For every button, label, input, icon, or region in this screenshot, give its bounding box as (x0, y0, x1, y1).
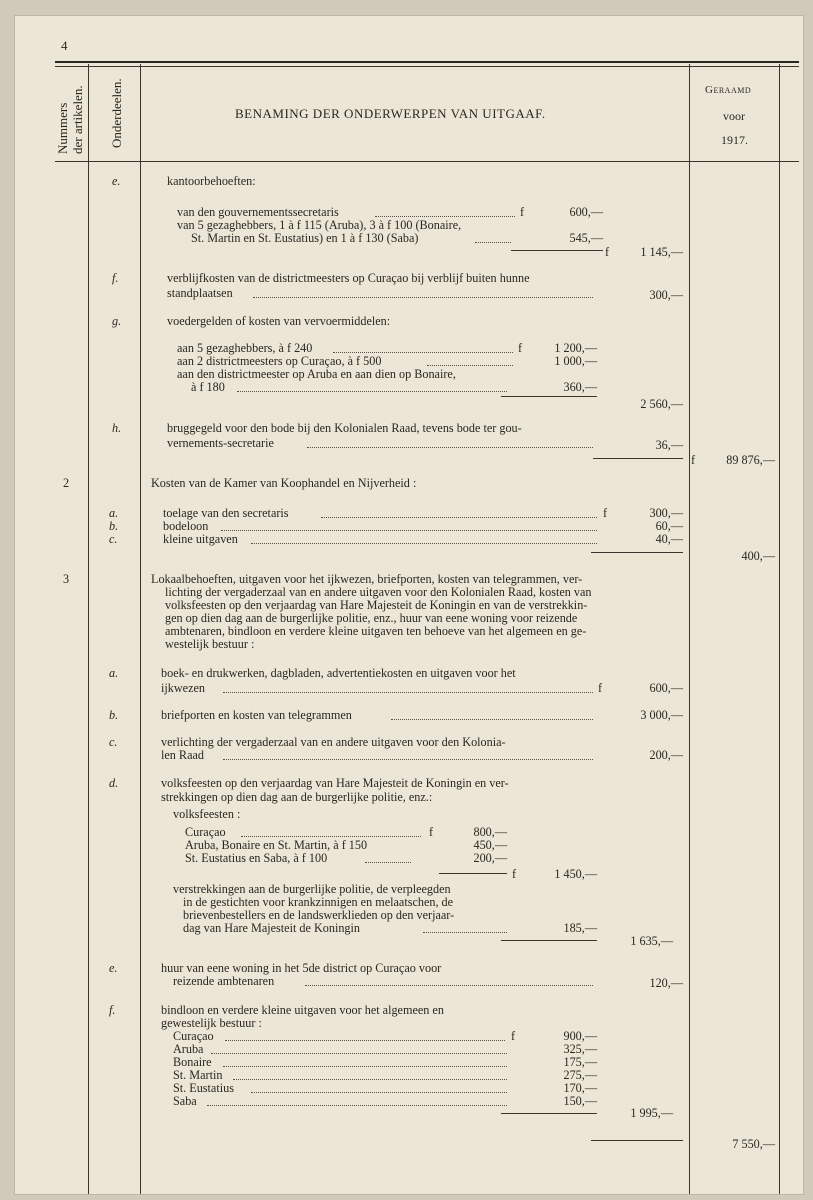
line-text: strekkingen op dien dag aan de burgerlijke politie, enz.: (161, 790, 433, 804)
item-letter: c. (109, 532, 118, 546)
line-text: len Raad (161, 748, 204, 762)
column-divider (140, 64, 141, 1194)
amount: 300,— (649, 506, 683, 520)
leader-dots (251, 543, 597, 544)
amount: 175,— (563, 1055, 597, 1069)
leader-dots (251, 1092, 507, 1093)
item-letter: a. (109, 506, 119, 520)
line-text: ijkwezen (161, 681, 205, 695)
line-text: à f 180 (191, 380, 225, 394)
currency-f: f (603, 506, 608, 520)
item-letter: d. (109, 776, 119, 790)
leader-dots (333, 352, 513, 353)
amount: 3 000,— (640, 708, 683, 722)
item-letter: b. (109, 708, 119, 722)
top-rule (55, 61, 799, 63)
amount: 1 200,— (554, 341, 597, 355)
article-number: 2 (63, 476, 70, 490)
amount: 170,— (563, 1081, 597, 1095)
amount: 120,— (649, 976, 683, 990)
line-text: verstrekkingen aan de burgerlijke politie, de verpleegden (173, 882, 451, 896)
line-text: in de gestichten voor krankzinnigen en melaatschen, de (183, 895, 454, 909)
leader-dots (233, 1079, 507, 1080)
amount: 545,— (569, 231, 603, 245)
article-number: 3 (63, 572, 70, 586)
line-text: volksfeesten op den verjaardag van Hare Majesteit de Koningin en ver- (161, 776, 509, 790)
line-text: briefporten en kosten van telegrammen (161, 708, 352, 722)
leader-dots (391, 719, 593, 720)
item-letter: h. (112, 421, 122, 435)
line-text: aan 2 districtmeesters op Curaçao, à f 500 (177, 354, 382, 368)
top-rule-thin (55, 66, 799, 67)
header-voor: voor (723, 109, 745, 123)
document-page (14, 15, 804, 1195)
item-letter: e. (109, 961, 118, 975)
leader-dots (321, 517, 597, 518)
item-letter: f. (112, 271, 119, 285)
sum-rule (501, 940, 597, 941)
amount: 360,— (563, 380, 597, 394)
line-text: van 5 gezaghebbers, 1 à f 115 (Aruba), 3 à f 100 (Bonaire, (177, 218, 462, 232)
subtotal: 2 560,— (640, 397, 683, 411)
page-number: 4 (61, 38, 68, 53)
line-text: vernements-secretarie (167, 436, 274, 450)
article-heading: Kosten van de Kamer van Koophandel en Nijverheid : (151, 476, 417, 490)
leader-dots (365, 862, 411, 863)
column-divider (689, 64, 690, 1194)
line-text: St. Martin en St. Eustatius) en 1 à f 130 (Saba) (191, 231, 419, 245)
amount: 325,— (563, 1042, 597, 1056)
sum-rule (501, 396, 597, 397)
amount: 450,— (473, 838, 507, 852)
column-divider (88, 64, 89, 1194)
currency-f: f (512, 867, 517, 881)
sum-rule (501, 1113, 597, 1114)
header-onderdeelen: Onderdeelen. (109, 78, 124, 148)
sum-rule (593, 458, 683, 459)
line-text: St. Eustatius en Saba, à f 100 (185, 851, 328, 865)
line-text: Saba (173, 1094, 197, 1108)
amount: 1 450,— (554, 867, 597, 881)
article-paragraph: Lokaalbehoeften, uitgaven voor het ijkwezen, briefporten, kosten van telegrammen, ver- (151, 572, 583, 586)
amount: 600,— (569, 205, 603, 219)
leader-dots (375, 216, 515, 217)
line-text: bodeloon (163, 519, 209, 533)
line-text: Aruba, Bonaire en St. Martin, à f 150 (185, 838, 368, 852)
amount: 60,— (655, 519, 683, 533)
leader-dots (237, 391, 507, 392)
line-text: verlichting der vergaderzaal van en andere uitgaven voor den Kolonia- (161, 735, 506, 749)
leader-dots (223, 692, 593, 693)
subtotal: 1 995,— (630, 1106, 673, 1120)
item-letter: e. (112, 174, 121, 188)
line-text: verblijfkosten van de districtmeesters op Curaçao bij verblijf buiten hunne (167, 271, 530, 285)
line-text: Curaçao (185, 825, 226, 839)
leader-dots (427, 365, 513, 366)
currency-f: f (429, 825, 434, 839)
header-year: 1917. (721, 133, 748, 147)
currency-f: f (691, 453, 696, 467)
amount: 185,— (563, 921, 597, 935)
leader-dots (307, 447, 593, 448)
line-text: van den gouvernementssecretaris (177, 205, 339, 219)
line-text: toelage van den secretaris (163, 506, 289, 520)
leader-dots (221, 530, 597, 531)
leader-dots (207, 1105, 507, 1106)
item-letter: a. (109, 666, 119, 680)
amount: 1 000,— (554, 354, 597, 368)
line-text: bindloon en verdere kleine uitgaven voor het algemeen en (161, 1003, 444, 1017)
leader-dots (241, 836, 421, 837)
header-geraamd: Geraamd (705, 84, 752, 96)
line-text: bruggegeld voor den bode bij den Kolonialen Raad, tevens bode ter gou- (167, 421, 522, 435)
amount: 275,— (563, 1068, 597, 1082)
item-heading: voedergelden of kosten van vervoermiddelen: (167, 314, 391, 328)
line-text: Bonaire (173, 1055, 212, 1069)
article-paragraph: lichting der vergaderzaal van en andere uitgaven voor den Kolonialen Raad, kosten van (165, 585, 592, 599)
leader-dots (423, 932, 507, 933)
line-text: boek- en drukwerken, dagbladen, advertentiekosten en uitgaven voor het (161, 666, 516, 680)
line-text: Aruba (173, 1042, 204, 1056)
line-text: gewestelijk bestuur : (161, 1016, 262, 1030)
amount: 36,— (655, 438, 683, 452)
sum-rule (439, 873, 507, 874)
line-text: St. Martin (173, 1068, 223, 1082)
header-bottom-rule (55, 161, 799, 162)
article-paragraph: gen op dien dag aan de burgerlijke politie, enz., huur van eene woning voor reizende (165, 611, 578, 625)
amount: 200,— (473, 851, 507, 865)
article-total: 89 876,— (726, 453, 775, 467)
item-heading: kantoorbehoeften: (167, 174, 256, 188)
currency-f: f (605, 245, 610, 259)
amount: 40,— (655, 532, 683, 546)
article-total: 400,— (741, 549, 775, 563)
currency-f: f (518, 341, 523, 355)
leader-dots (253, 297, 593, 298)
item-letter: g. (112, 314, 122, 328)
subtotal: 1 635,— (630, 934, 673, 948)
sum-rule (591, 1140, 683, 1141)
currency-f: f (511, 1029, 516, 1043)
line-text: reizende ambtenaren (173, 974, 275, 988)
line-text: huur van eene woning in het 5de district op Curaçao voor (161, 961, 442, 975)
line-text: St. Eustatius (173, 1081, 234, 1095)
item-letter: c. (109, 735, 118, 749)
article-paragraph: volksfeesten op den verjaardag van Hare Majesteit de Koningin en van de verstrekkin- (165, 598, 588, 612)
amount: 900,— (563, 1029, 597, 1043)
sum-rule (591, 552, 683, 553)
header-nummers: Nummers (55, 102, 70, 154)
leader-dots (223, 759, 593, 760)
currency-f: f (520, 205, 525, 219)
line-text: dag van Hare Majesteit de Koningin (183, 921, 361, 935)
sum-rule (511, 250, 603, 251)
leader-dots (475, 242, 511, 243)
amount: 800,— (473, 825, 507, 839)
amount: 300,— (649, 288, 683, 302)
article-paragraph: ambtenaren, bindloon en verdere kleine uitgaven ten behoeve van het algemeen en ge- (165, 624, 587, 638)
line-text: Curaçao (173, 1029, 214, 1043)
subtotal: 1 145,— (640, 245, 683, 259)
item-letter: b. (109, 519, 119, 533)
leader-dots (305, 985, 593, 986)
item-letter: f. (109, 1003, 116, 1017)
leader-dots (225, 1040, 505, 1041)
line-text: kleine uitgaven (163, 532, 238, 546)
line-text: aan 5 gezaghebbers, à f 240 (177, 341, 313, 355)
article-paragraph: westelijk bestuur : (165, 637, 255, 651)
article-total: 7 550,— (732, 1137, 775, 1151)
line-text: brievenbestellers en de landswerklieden op den verjaar- (183, 908, 455, 922)
line-text: aan den districtmeester op Aruba en aan dien op Bonaire, (177, 367, 456, 381)
leader-dots (223, 1066, 507, 1067)
amount: 600,— (649, 681, 683, 695)
currency-f: f (598, 681, 603, 695)
header-artikelen: der artikelen. (70, 85, 85, 154)
amount: 150,— (563, 1094, 597, 1108)
line-text: standplaatsen (167, 286, 233, 300)
leader-dots (211, 1053, 507, 1054)
table-title: BENAMING DER ONDERWERPEN VAN UITGAAF. (235, 106, 546, 121)
sub-heading: volksfeesten : (173, 807, 241, 821)
column-divider (779, 64, 780, 1194)
amount: 200,— (649, 748, 683, 762)
